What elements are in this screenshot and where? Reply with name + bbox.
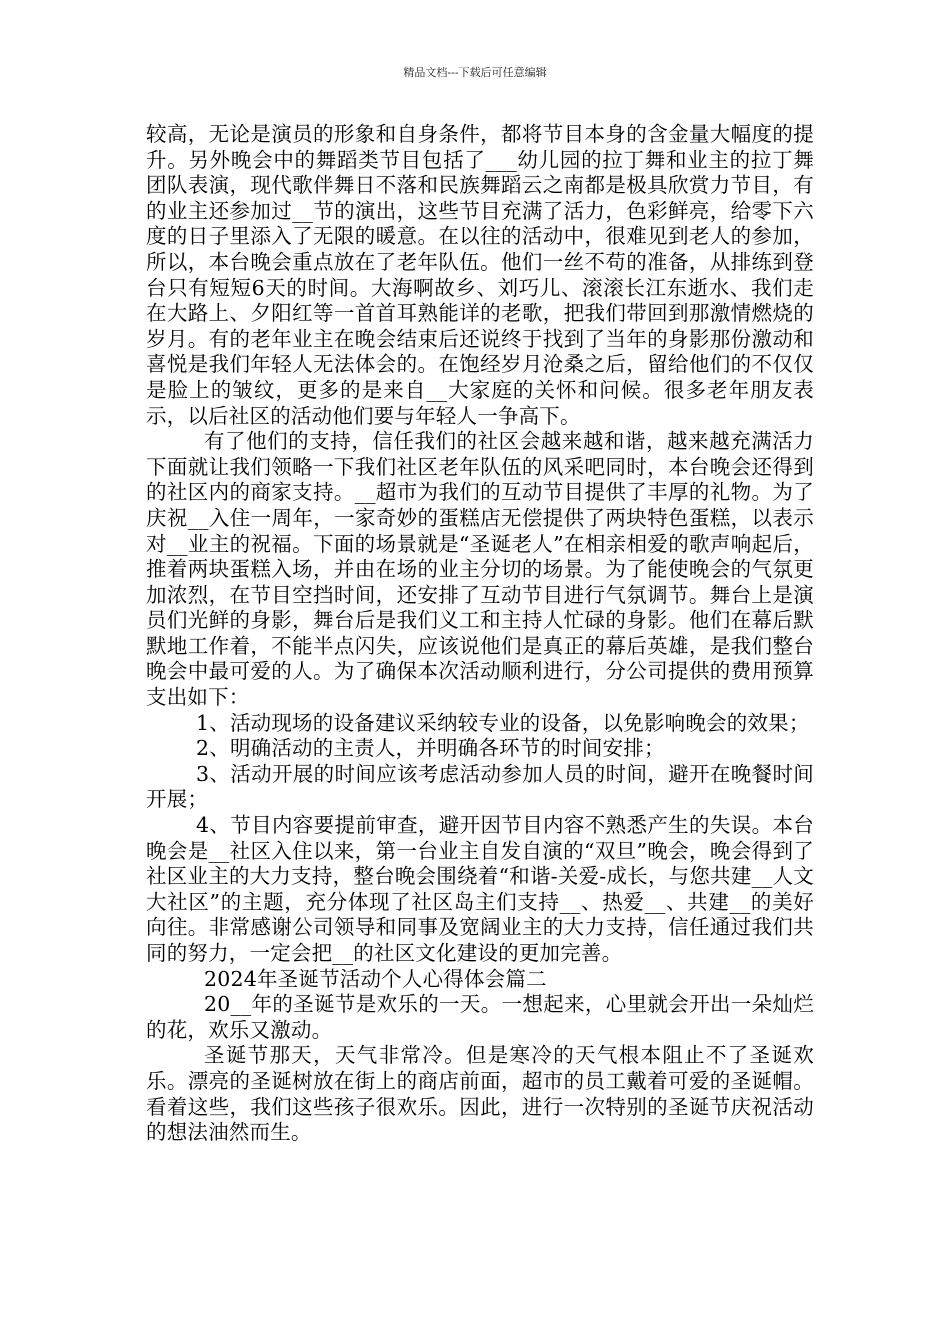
page-header: 精品文档---下载后可任意编辑 xyxy=(403,66,547,79)
paragraph-support: 有了他们的支持，信任我们的社区会越来越和谐，越来越充满活力下面就让我们领略一下我们社区老年队伍的风采吧同时，本台晚会还得到的社区内的商家支持。__超市为我们的互动节目提供了丰厚的礼物。为了庆祝__入住一周年，一家奇妙的蛋糕店无偿提供了两块特色蛋糕，以表示对__业主的祝福。下面的场景就是“圣诞老人”在相亲相爱的歌声响起后，推着两块蛋糕入场，并由在场的业主分切的场景。为了能使晚会的气氛更加浓烈，在节目空挡时间，还安排了互动节目进行气氛调节。舞台上是演员们光鲜的身影，舞台后是我们义工和主持人忙碌的身影。他们在幕后默默地工作着，不能半点闪失，应该说他们是真正的幕后英雄，是我们整台晚会中最可爱的人。为了确保本次活动顺利进行，分公司提供的费用预算支出如下： xyxy=(146,429,814,710)
list-item-2: 2、明确活动的主责人，并明确各环节的时间安排； xyxy=(196,736,665,761)
list-item-4: 4、节目内容要提前审查，避开因节目内容不熟悉产生的失误。本台晚会是__社区入住以来，第一台业主自发自演的“双旦”晚会，晚会得到了社区业主的大力支持，整台晚会围绕着“和谐-关爱-成长，与您共建__人文大社区”的主题，充分体现了社区岛主们支持__、热爱__、共建__的美好向往。非常感谢公司领导和同事及宽阔业主的大力支持，信任通过我们共同的努力，一定会把__的社区文化建设的更加完善。 xyxy=(146,813,814,965)
list-item-3: 3、活动开展的时间应该考虑活动参加人员的时间，避开在晚餐时间开展； xyxy=(146,761,814,812)
section-heading: 2024年圣诞节活动个人心得体会篇二 xyxy=(204,966,547,991)
paragraph-christmas-day: 圣诞节那天，天气非常冷。但是寒冷的天气根本阻止不了圣诞欢乐。漂亮的圣诞树放在街上的商店前面，超市的员工戴着可爱的圣诞帽。看着这些，我们这些孩子很欢乐。因此，进行一次特别的圣诞节庆祝活动的想法油然而生。 xyxy=(146,1043,814,1145)
paragraph-continued: 较高，无论是演员的形象和自身条件，都将节目本身的含金量大幅度的提升。另外晚会中的舞蹈类节目包括了___幼儿园的拉丁舞和业主的拉丁舞团队表演，现代歌伴舞日不落和民族舞蹈云之南都是极具欣赏力节目，有的业主还参加过__节的演出，这些节目充满了活力，色彩鲜亮，给零下六度的日子里添入了无限的暖意。在以往的活动中，很难见到老人的参加，所以，本台晚会重点放在了老年队伍。他们一丝不苟的准备，从排练到登台只有短短6天的时间。大海啊故乡、刘巧儿、滚滚长江东逝水、我们走在大路上、夕阳红等一首首耳熟能详的老歌，把我们带回到那激情燃烧的岁月。有的老年业主在晚会结束后还说终于找到了当年的身影那份激动和喜悦是我们年轻人无法体会的。在饱经岁月沧桑之后，留给他们的不仅仅是脸上的皱纹，更多的是来自__大家庭的关怀和问候。很多老年朋友表示，以后社区的活动他们要与年轻人一争高下。 xyxy=(146,122,814,428)
document-body xyxy=(146,122,814,1146)
list-item-1: 1、活动现场的设备建议采纳较专业的设备，以免影响晚会的效果； xyxy=(196,710,810,735)
paragraph-christmas-intro: 20__年的圣诞节是欢乐的一天。一想起来，心里就会开出一朵灿烂的花，欢乐又激动。 xyxy=(146,992,814,1042)
